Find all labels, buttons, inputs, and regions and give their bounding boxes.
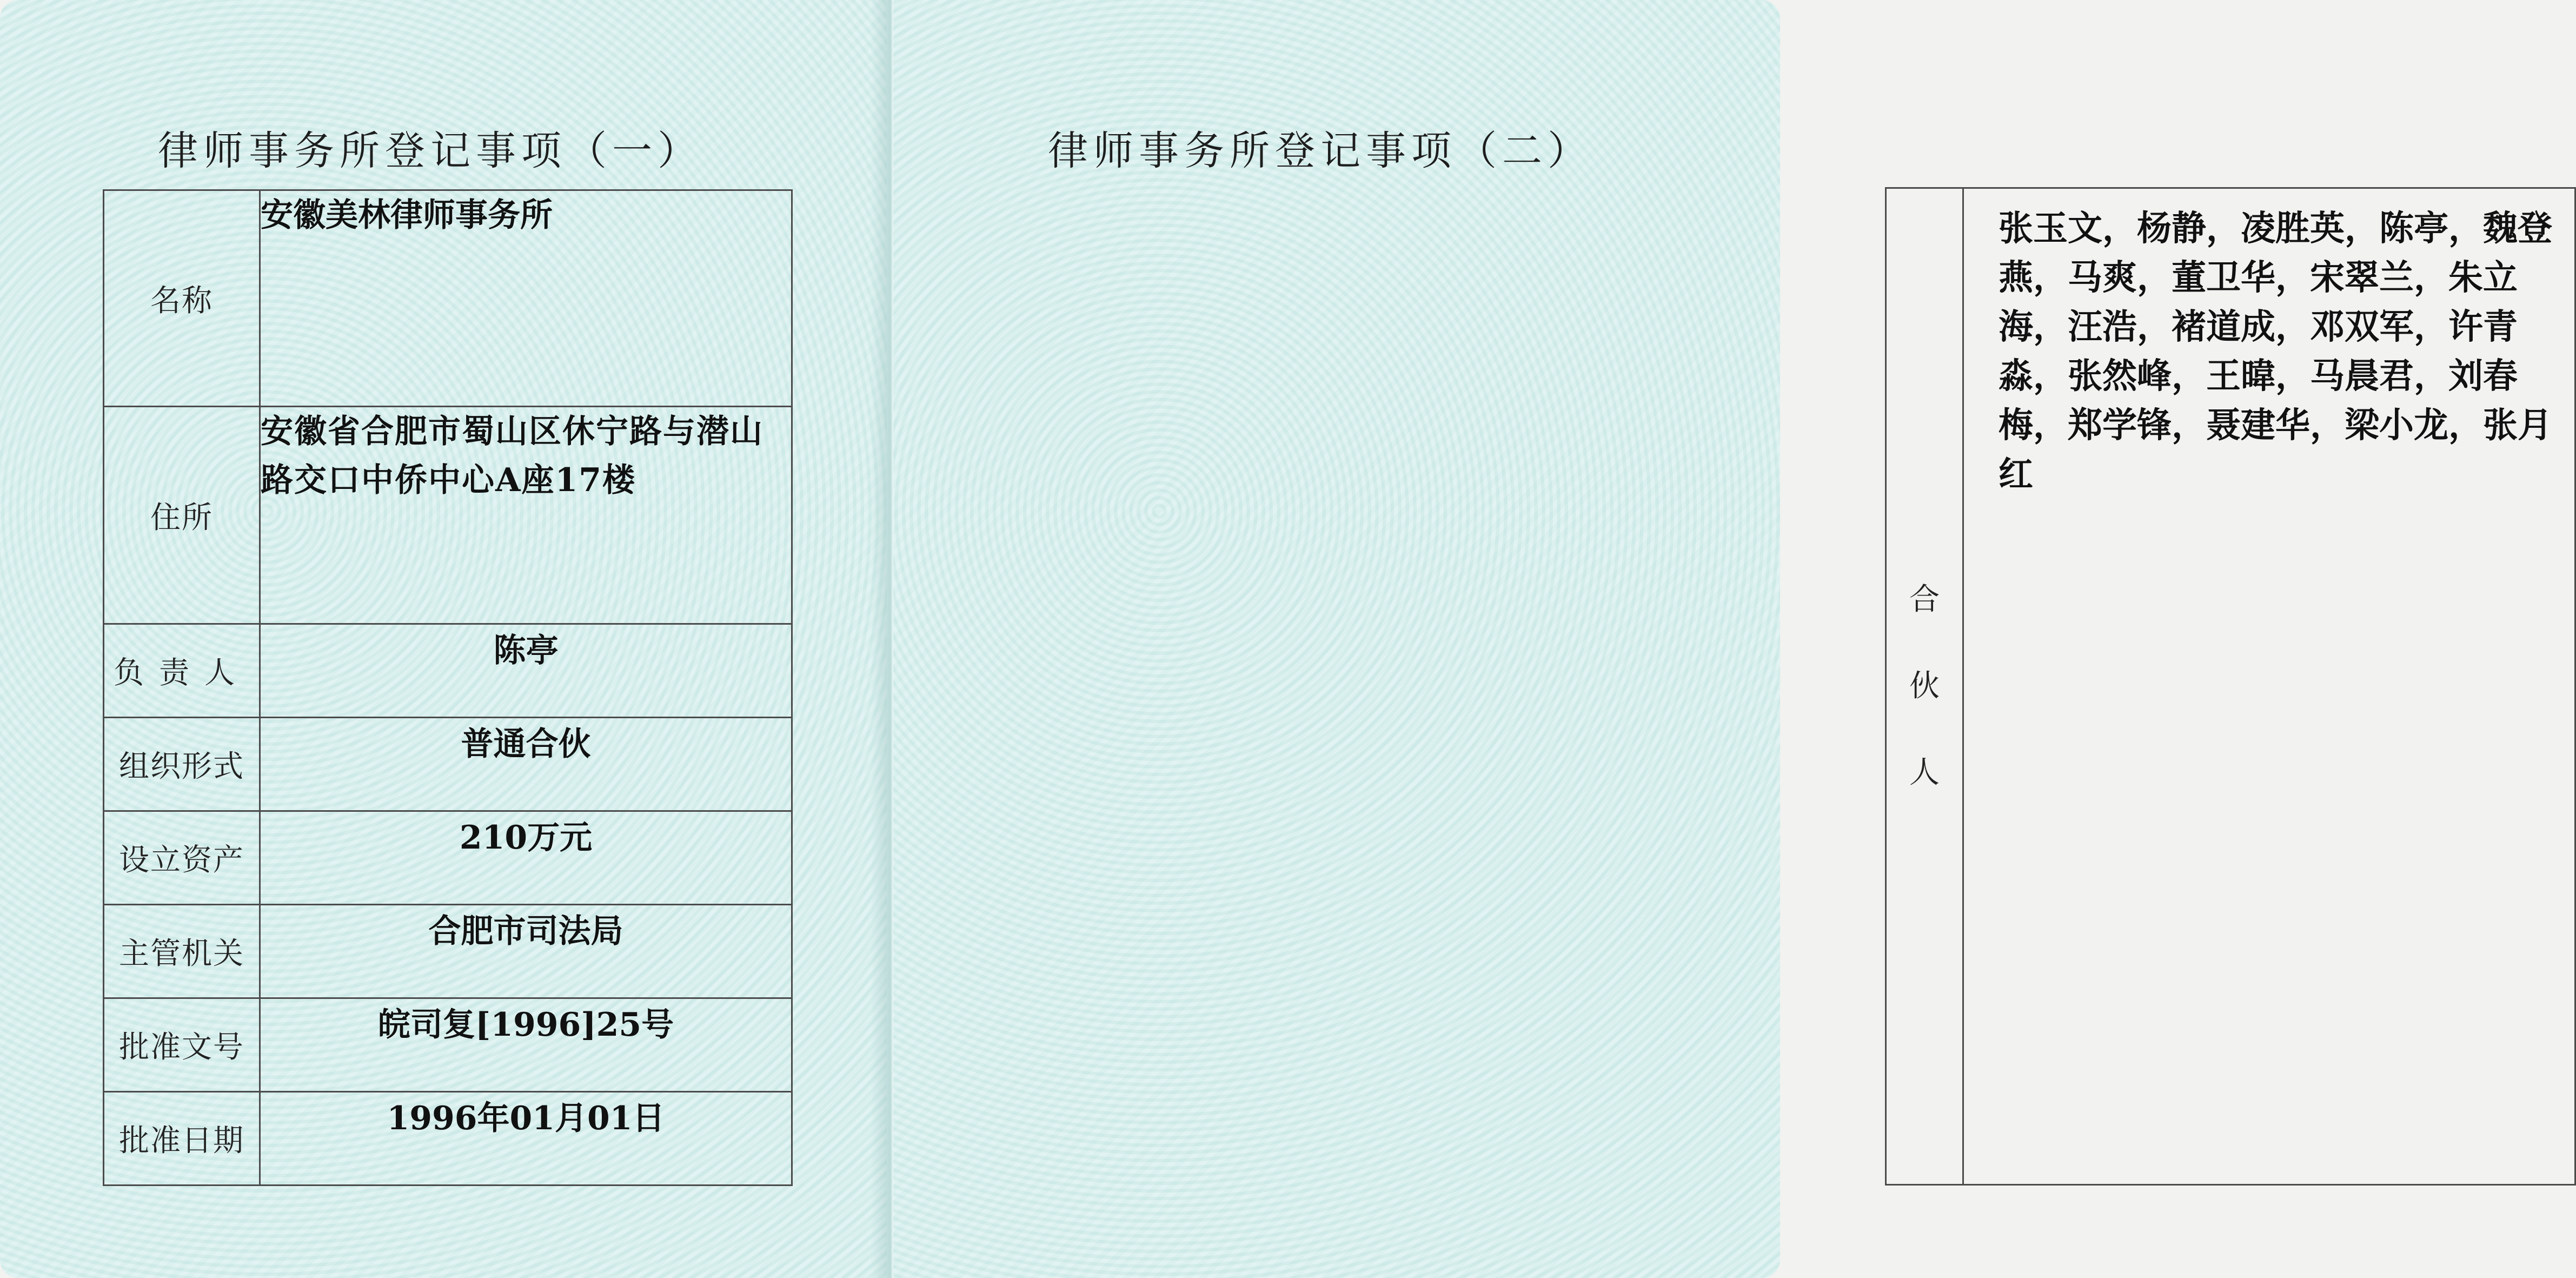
table-row bbox=[104, 1092, 792, 1186]
row-value-approval-number: 皖司复[1996]25号 bbox=[260, 998, 792, 1092]
table-row bbox=[104, 624, 792, 718]
page-title-two: 律师事务所登记事项（二） bbox=[1048, 128, 1593, 174]
row-label-address: 住所 bbox=[104, 407, 260, 624]
row-label-approval-number: 批准文号 bbox=[104, 998, 260, 1092]
row-value-organization-form: 普通合伙 bbox=[260, 718, 792, 811]
table-row bbox=[104, 811, 792, 905]
row-value-address: 安徽省合肥市蜀山区休宁路与潜山路交口中侨中心A座17楼 bbox=[260, 407, 792, 624]
row-label-organization-form: 组织形式 bbox=[104, 718, 260, 811]
partners-list: 张玉文，杨静，凌胜英，陈亭，魏登燕，马爽，董卫华，宋翠兰，朱立海，汪浩，褚道成，邓双军，许青淼，张然峰，王暐，马晨君，刘春梅，郑学锋，聂建华，梁小龙，张月红 bbox=[1963, 188, 2575, 1185]
table-row bbox=[104, 905, 792, 998]
partners-label-char: 人 bbox=[1909, 755, 1940, 790]
right-page bbox=[893, 0, 2552, 1278]
partners-label bbox=[1886, 188, 1963, 1185]
left-page bbox=[0, 0, 887, 1278]
table-row bbox=[104, 190, 792, 407]
registration-table-one bbox=[103, 189, 793, 1186]
row-label-authority: 主管机关 bbox=[104, 905, 260, 998]
row-value-approval-date: 1996年01月01日 bbox=[260, 1092, 792, 1186]
row-label-principal: 负责人 bbox=[104, 624, 260, 718]
row-label-registered-assets: 设立资产 bbox=[104, 811, 260, 905]
table-row bbox=[1886, 188, 2575, 1185]
row-value-authority: 合肥市司法局 bbox=[260, 905, 792, 998]
page-title-one: 律师事务所登记事项（一） bbox=[158, 128, 703, 174]
row-label-approval-date: 批准日期 bbox=[104, 1092, 260, 1186]
table-row bbox=[104, 407, 792, 624]
table-row bbox=[104, 718, 792, 811]
row-value-registered-assets: 210万元 bbox=[260, 811, 792, 905]
registration-table-two bbox=[1885, 187, 2576, 1186]
row-label-name: 名称 bbox=[104, 190, 260, 407]
partners-label-char: 伙 bbox=[1909, 668, 1940, 704]
partners-label-char: 合 bbox=[1909, 582, 1940, 617]
table-row bbox=[104, 998, 792, 1092]
row-value-name: 安徽美林律师事务所 bbox=[260, 190, 792, 407]
row-value-principal: 陈亭 bbox=[260, 624, 792, 718]
